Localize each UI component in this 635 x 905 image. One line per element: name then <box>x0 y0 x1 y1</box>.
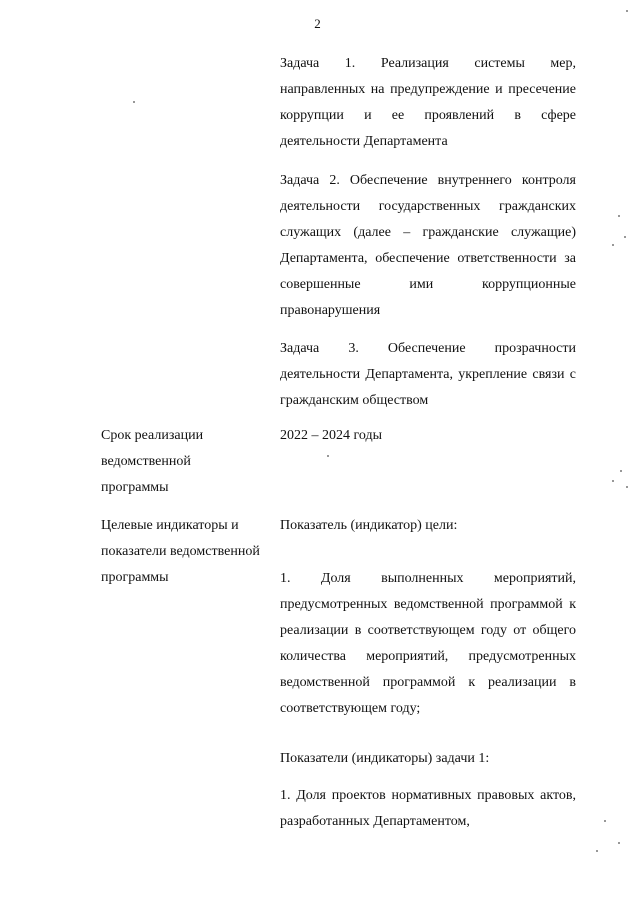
scan-speck <box>618 215 620 217</box>
task-1-text: Задача 1. Реализация системы мер, направленных на предупреждение и пресечение коррупции и ее проявлений в сфере деятельности Департамента <box>280 56 576 149</box>
scan-speck <box>626 10 628 12</box>
scan-speck <box>618 842 620 844</box>
task1-indicator-item: 1. Доля проектов нормативных правовых актов, разработанных Департаментом, <box>280 788 576 829</box>
scan-speck <box>626 486 628 488</box>
task1-indicators-heading: Показатели (индикаторы) задачи 1: <box>280 751 490 766</box>
scan-speck <box>596 850 598 852</box>
scan-speck <box>327 455 329 457</box>
scan-speck <box>604 820 606 822</box>
term-label: Срок реализации ведомственной программы <box>101 428 204 495</box>
scan-speck <box>620 470 622 472</box>
indicators-label: Целевые индикаторы и показатели ведомственной программы <box>101 518 260 585</box>
task-3-text: Задача 3. Обеспечение прозрачности деятельности Департамента, укрепление связи с гражданским обществом <box>280 341 576 408</box>
goal-indicator-heading: Показатель (индикатор) цели: <box>280 518 458 533</box>
scan-speck <box>624 236 626 238</box>
scan-speck <box>133 101 135 103</box>
page-number: 2 <box>314 16 321 31</box>
task-2-text: Задача 2. Обеспечение внутреннего контроля деятельности государственных гражданских служащих (далее – гражданские служащие) Департамента, обеспечение ответственности за совершенные ими коррупционные правонарушения <box>280 173 576 318</box>
scan-speck <box>612 244 614 246</box>
term-value: 2022 – 2024 годы <box>280 428 383 443</box>
goal-indicator-item: 1. Доля выполненных мероприятий, предусмотренных ведомственной программой к реализации в соответствующем году от общего количества мероприятий, предусмотренных ведомственной программой к реализации в соответствующем году; <box>280 571 576 716</box>
scan-speck <box>612 480 614 482</box>
